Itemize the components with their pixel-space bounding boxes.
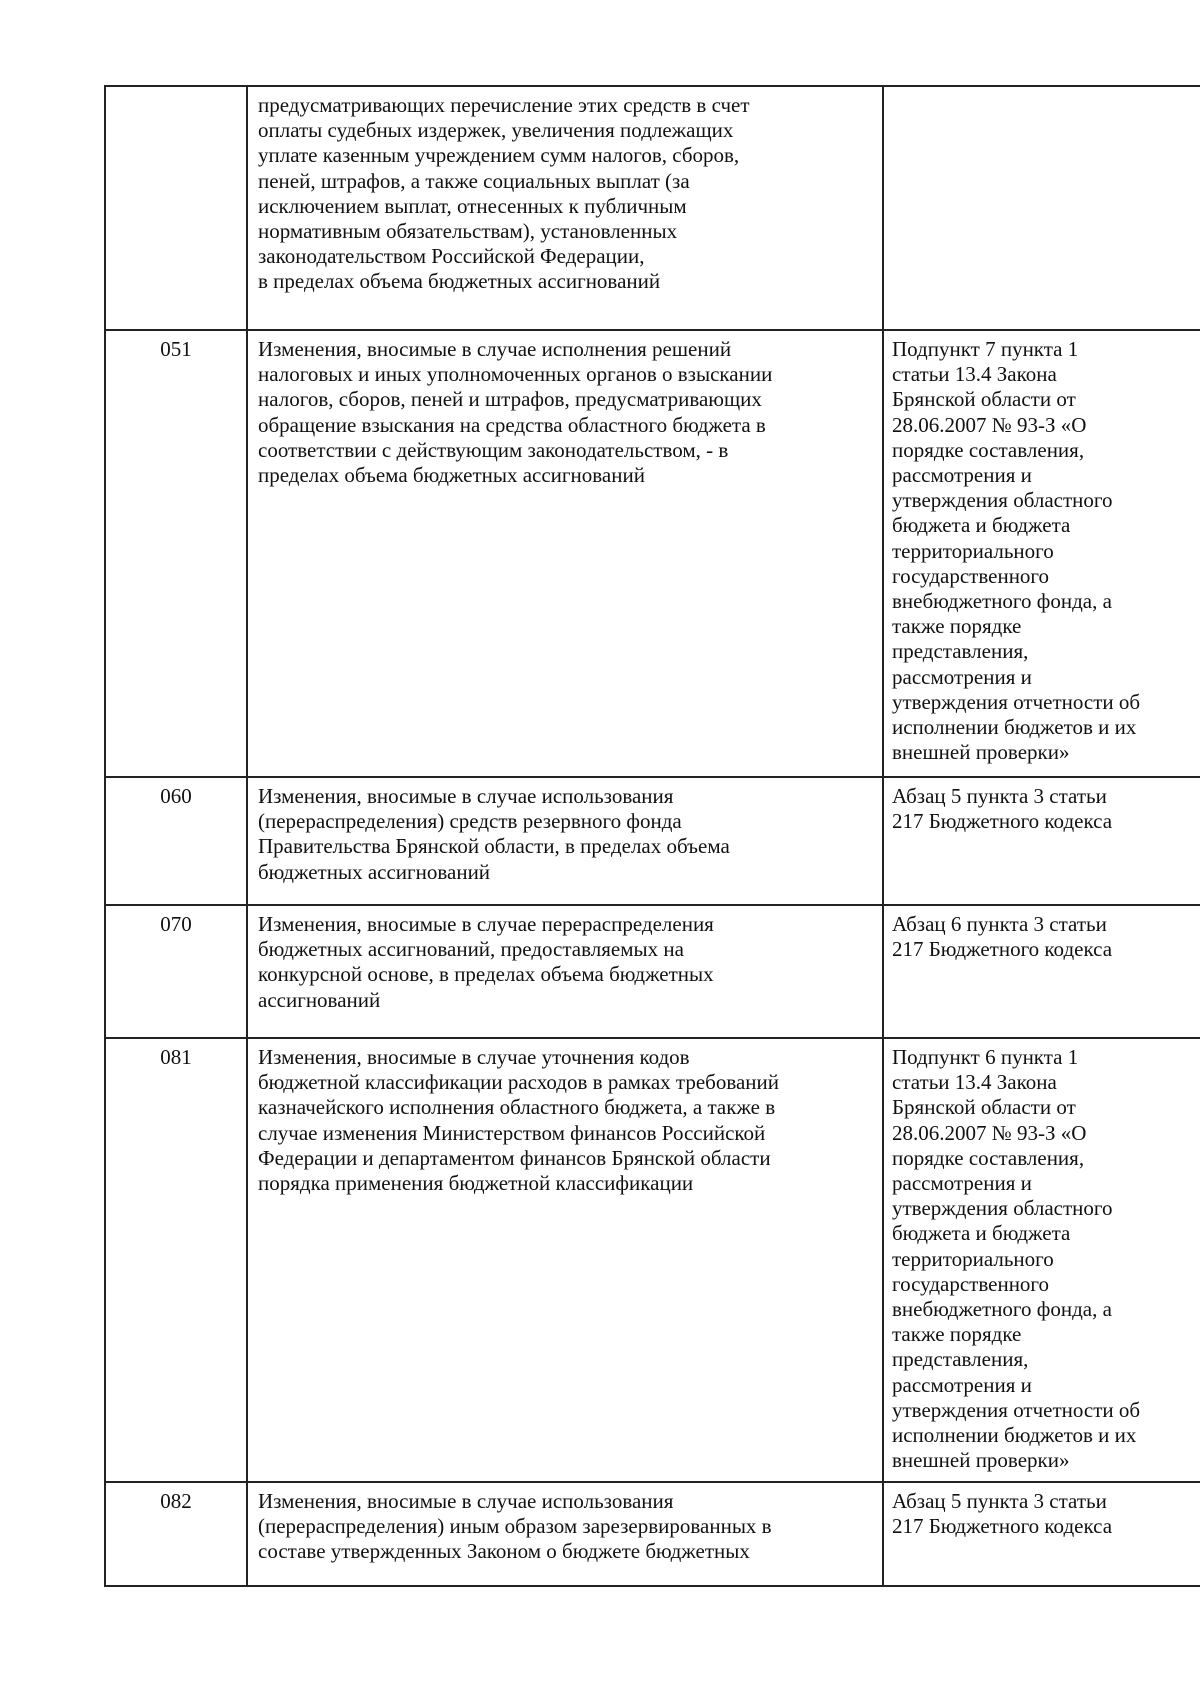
row-code-cell [105,330,247,777]
row-basis: Абзац 6 пункта 3 статьи 217 Бюджетного кодекса [892,912,1113,962]
table-row [105,1038,1200,1482]
row-code-cell [105,1038,247,1482]
row-description: Изменения, вносимые в случае уточнения кодов бюджетной классификации расходов в рамках требований казначейского исполнения областного бюджета, а также в случае изменения Министерством финансов Российской Федерации и департаментом финансов Брянской области порядка применения бюджетной классификации [258,1045,780,1196]
row-code-cell [105,86,247,330]
table-row [105,86,1200,330]
row-description: Изменения, вносимые в случае исполнения решений налоговых и иных уполномоченных органов о взыскании налогов, сборов, пеней и штрафов, предусматривающих обращение взыскания на средства областного бюджета в соответствии с действующим законодательством, - в пределах объема бюджетных ассигнований [258,337,773,488]
row-basis-cell [883,905,1200,1038]
row-basis: Подпункт 7 пункта 1 статьи 13.4 Закона Брянской области от 28.06.2007 № 93-З «О порядке составления, рассмотрения и утверждения областного бюджета и бюджета территориального государственного внебюджетного фонда, а также порядке представления, рассмотрения и утверждения отчетности об исполнении бюджетов и их внешней проверки» [892,337,1141,765]
row-code: 082 [160,1489,192,1513]
row-description-cell [247,1038,883,1482]
row-description: Изменения, вносимые в случае использования (перераспределения) иным образом зарезервированных в составе утвержденных Законом о бюджете бюджетных [258,1489,772,1564]
row-code: 081 [160,1045,192,1069]
row-code-cell [105,1482,247,1586]
row-description-cell [247,86,883,330]
table-row [105,777,1200,905]
row-code: 051 [160,337,192,361]
row-basis-cell [883,1038,1200,1482]
row-description-cell [247,905,883,1038]
table-row [105,1482,1200,1586]
row-basis-cell [883,330,1200,777]
row-basis-cell [883,777,1200,905]
row-code-cell [105,905,247,1038]
table-row [105,905,1200,1038]
row-description: предусматривающих перечисление этих средств в счет оплаты судебных издержек, увеличения подлежащих уплате казенным учреждением сумм налогов, сборов, пеней, штрафов, а также социальных выплат (за исключением выплат, отнесенных к публичным нормативным обязательствам), установленных законодательством Российской Федерации, в пределах объема бюджетных ассигнований [258,93,750,294]
row-code: 060 [160,784,192,808]
budget-changes-table [104,85,1200,1587]
row-basis: Подпункт 6 пункта 1 статьи 13.4 Закона Брянской области от 28.06.2007 № 93-З «О порядке составления, рассмотрения и утверждения областного бюджета и бюджета территориального государственного внебюджетного фонда, а также порядке представления, рассмотрения и утверждения отчетности об исполнении бюджетов и их внешней проверки» [892,1045,1141,1473]
row-description-cell [247,1482,883,1586]
row-description: Изменения, вносимые в случае перераспределения бюджетных ассигнований, предоставляемых на конкурсной основе, в пределах объема бюджетных ассигнований [258,912,714,1012]
row-code-cell [105,777,247,905]
row-basis: Абзац 5 пункта 3 статьи 217 Бюджетного кодекса [892,1489,1113,1539]
row-basis-cell [883,1482,1200,1586]
row-description-cell [247,777,883,905]
row-basis: Абзац 5 пункта 3 статьи 217 Бюджетного кодекса [892,784,1113,834]
row-description-cell [247,330,883,777]
table-row [105,330,1200,777]
row-description: Изменения, вносимые в случае использования (перераспределения) средств резервного фонда Правительства Брянской области, в пределах объема бюджетных ассигнований [258,784,730,884]
row-code: 070 [160,912,192,936]
row-basis-cell [883,86,1200,330]
